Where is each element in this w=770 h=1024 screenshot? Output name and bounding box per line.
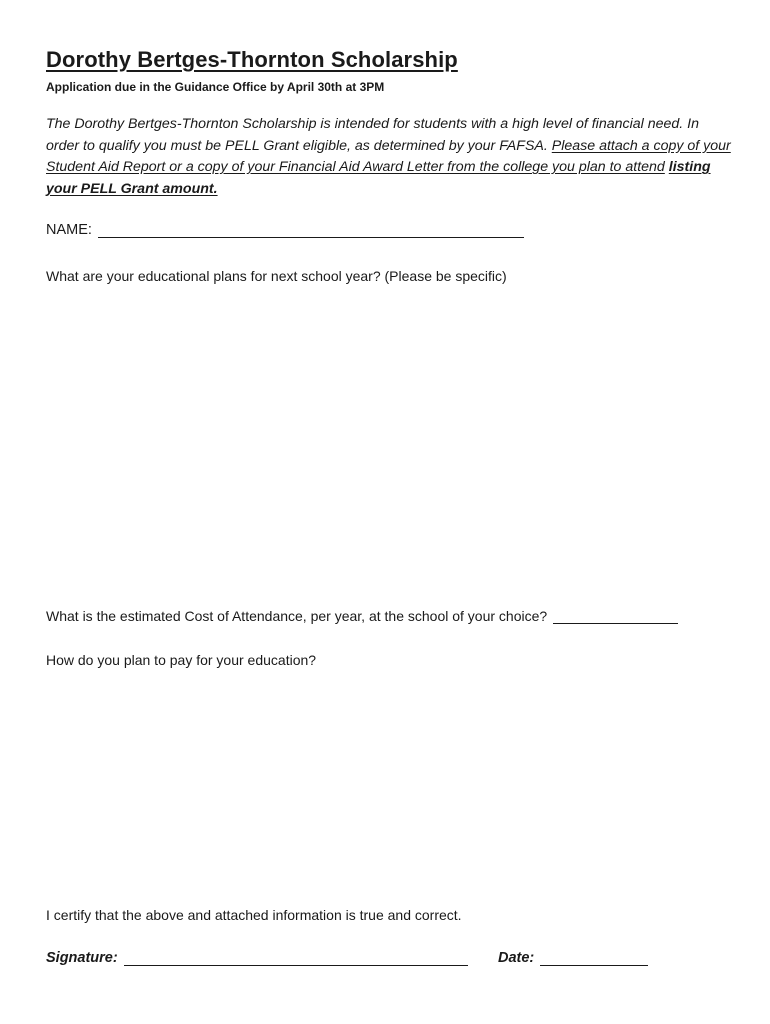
pell-amount-note: listing your PELL Grant amount. xyxy=(46,159,711,197)
name-label: NAME: xyxy=(46,222,92,238)
intro-text: The Dorothy Bertges-Thornton Scholarship is intended for students with a high level of financial need. In order to qualify you must be PELL Grant eligible, as determined by your FAFSA. xyxy=(46,116,699,154)
signature-row xyxy=(46,950,468,966)
date-row xyxy=(498,950,648,966)
certification-statement: I certify that the above and attached information is true and correct. xyxy=(46,907,462,923)
name-row xyxy=(46,222,524,238)
question-payment-plan: How do you plan to pay for your education? xyxy=(46,652,317,668)
question-educational-plans: What are your educational plans for next school year? (Please be specific) xyxy=(46,268,507,284)
cost-field[interactable] xyxy=(553,609,678,624)
question-cost-of-attendance: What is the estimated Cost of Attendance, per year, at the school of your choice? xyxy=(46,608,548,624)
page-title: Dorothy Bertges-Thornton Scholarship xyxy=(46,47,458,72)
name-field[interactable] xyxy=(98,223,524,238)
intro-paragraph xyxy=(46,114,736,200)
signature-field[interactable] xyxy=(124,951,468,966)
due-notice: Application due in the Guidance Office by April 30th at 3PM xyxy=(46,80,385,94)
cost-row xyxy=(46,608,678,624)
signature-label: Signature: xyxy=(46,950,118,966)
date-label: Date: xyxy=(498,950,535,966)
date-field[interactable] xyxy=(540,951,648,966)
attachment-instruction: Please attach a copy of your Student Aid Report or a copy of your Financial Aid Award Letter from the college you plan to attend xyxy=(46,137,731,175)
